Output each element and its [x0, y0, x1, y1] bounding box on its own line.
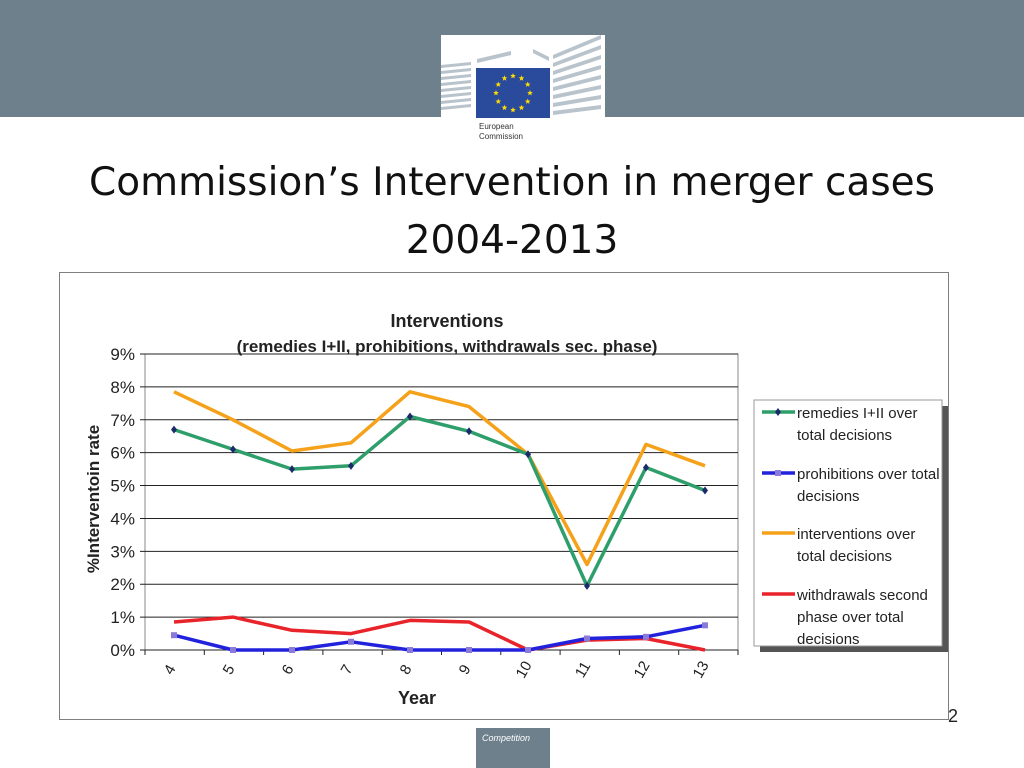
data-point — [702, 622, 708, 628]
data-point — [702, 486, 708, 494]
y-tick-label: 7% — [110, 410, 135, 430]
x-tick-label: 5 — [219, 661, 239, 678]
y-axis-ticks — [110, 345, 135, 660]
european-commission-logo — [441, 35, 605, 150]
x-tick-label: 13 — [689, 658, 713, 682]
y-tick-label: 1% — [110, 608, 135, 628]
data-point — [289, 465, 295, 473]
interventions-chart — [60, 273, 948, 719]
series-line — [174, 417, 705, 586]
slide-title-line-1: Commission’s Intervention in merger cases — [89, 160, 935, 205]
legend-marker — [775, 470, 781, 476]
legend-label: remedies I+II over — [797, 405, 918, 422]
legend-label: decisions — [797, 631, 860, 648]
series-line — [174, 392, 705, 565]
x-tick-label: 8 — [396, 661, 416, 678]
y-tick-label: 5% — [110, 476, 135, 496]
data-point — [466, 647, 472, 653]
chart-series — [171, 392, 708, 653]
y-tick-label: 8% — [110, 377, 135, 397]
logo-line-2: Commission — [479, 132, 524, 141]
x-axis-label: Year — [397, 688, 437, 708]
legend-label: decisions — [797, 488, 860, 505]
x-tick-label: 9 — [455, 661, 475, 678]
legend-label: total decisions — [797, 548, 893, 565]
footer-label: Competition — [482, 733, 531, 743]
data-point — [584, 635, 590, 641]
x-axis-ticks — [161, 658, 713, 681]
series-line — [174, 617, 705, 650]
legend-label: withdrawals second — [797, 587, 928, 604]
data-point — [289, 647, 295, 653]
chart-title-line-1: Interventions — [390, 311, 504, 331]
chart-title-line-2: (remedies I+II, prohibitions, withdrawals sec. phase) — [236, 337, 658, 356]
legend-label: interventions over — [797, 526, 916, 543]
legend-label: prohibitions over total — [797, 466, 940, 483]
data-point — [466, 427, 472, 435]
data-point — [643, 634, 649, 640]
x-tick-label: 6 — [278, 661, 298, 678]
logo-wordmark — [479, 122, 523, 142]
chart-frame — [59, 272, 949, 720]
x-tick-label: 11 — [571, 658, 595, 681]
y-tick-label: 0% — [110, 641, 135, 660]
x-tick-label: 4 — [160, 661, 180, 678]
data-point — [171, 632, 177, 638]
slide-title-line-2: 2004-2013 — [405, 218, 619, 263]
y-tick-label: 3% — [110, 542, 135, 562]
data-point — [407, 647, 413, 653]
page-number: 2 — [948, 706, 959, 726]
data-point — [525, 647, 531, 653]
logo-line-1: European — [479, 122, 514, 131]
legend-label: phase over total — [797, 609, 904, 626]
legend-label: total decisions — [797, 427, 893, 444]
series-line — [174, 625, 705, 650]
data-point — [348, 639, 354, 645]
y-tick-label: 9% — [110, 345, 135, 364]
y-axis-label: %Interventoin rate — [84, 424, 103, 574]
x-tick-label: 12 — [630, 658, 654, 682]
y-tick-label: 6% — [110, 443, 135, 463]
legend — [754, 400, 948, 652]
footer-tab — [476, 728, 550, 768]
y-tick-label: 4% — [110, 509, 135, 529]
data-point — [230, 647, 236, 653]
data-point — [171, 426, 177, 434]
slide-title — [0, 154, 1024, 270]
y-tick-label: 2% — [110, 575, 135, 595]
x-tick-label: 10 — [512, 658, 536, 682]
x-tick-label: 7 — [337, 661, 357, 678]
